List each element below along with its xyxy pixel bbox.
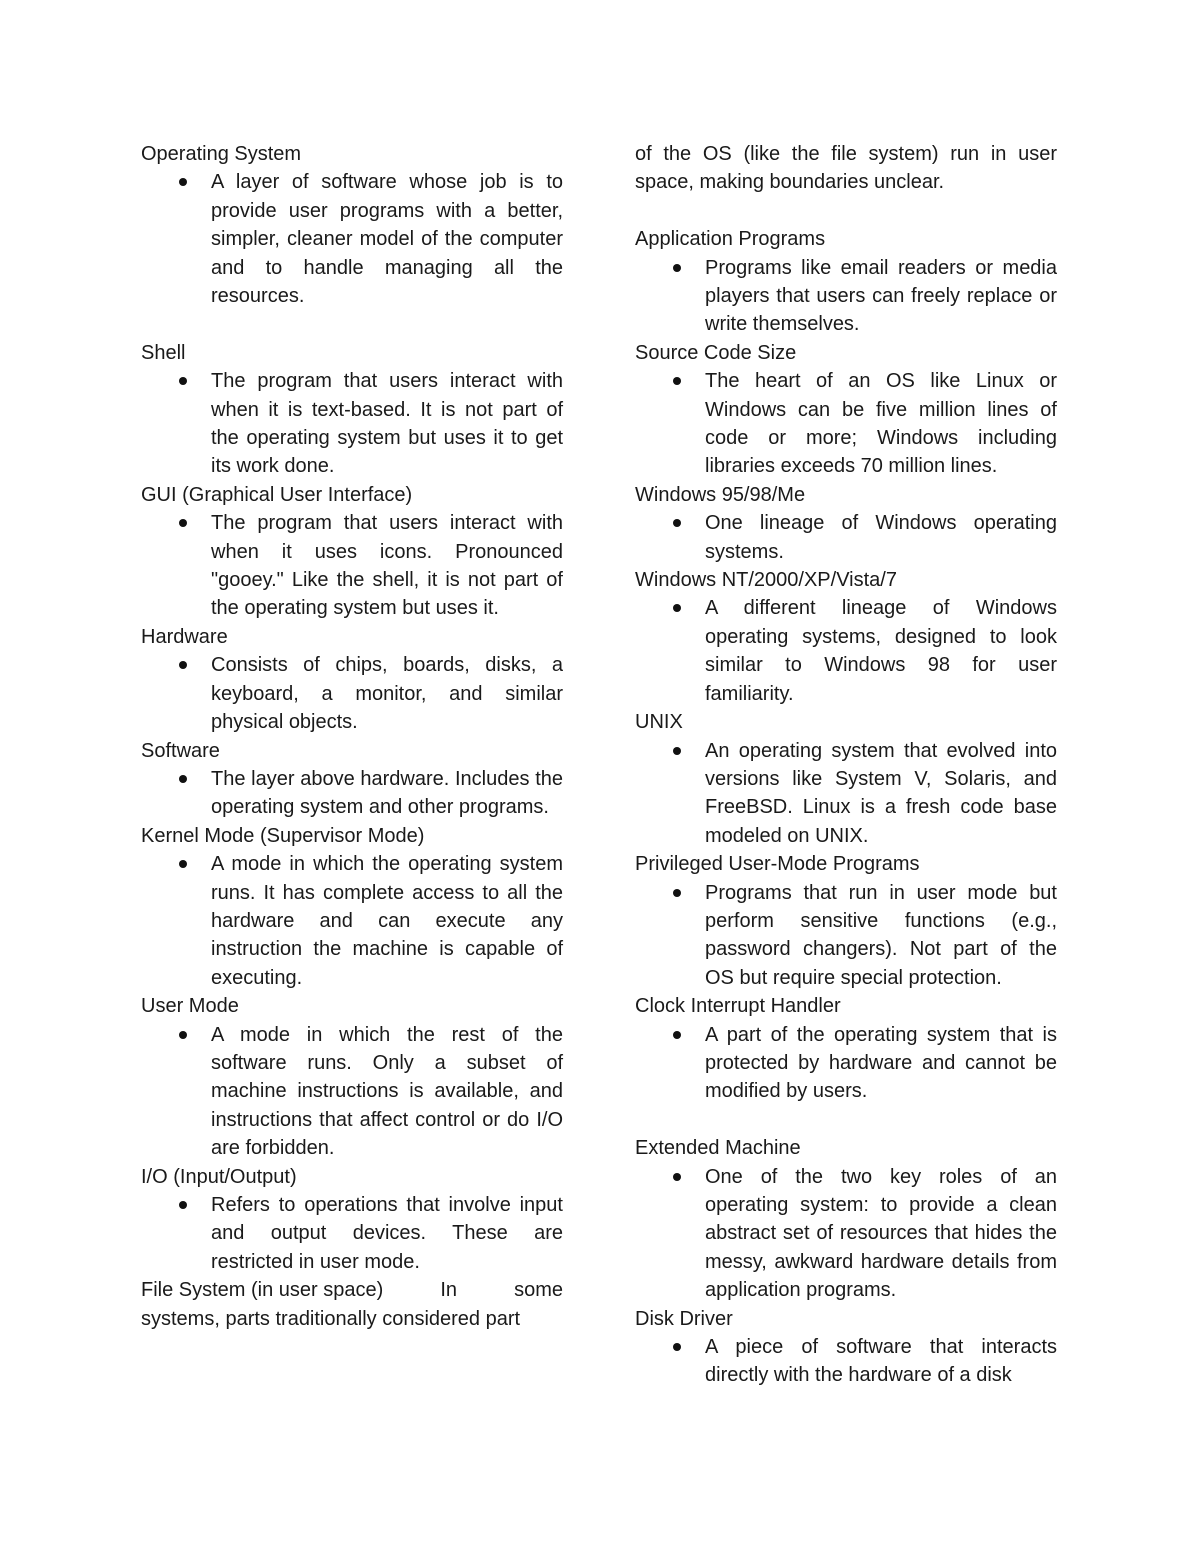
bullet-dot-icon [673,747,681,755]
bullet-dot-icon [673,1173,681,1181]
section-heading-user-mode: User Mode [141,995,239,1018]
bullet-list [141,651,563,736]
bullet-text: One lineage of Windows operating systems. [705,512,1057,563]
bullet-list [141,850,563,992]
section-heading-clock-interrupt: Clock Interrupt Handler [635,995,841,1018]
bullet-dot-icon [179,1031,187,1039]
bullet-list [141,367,563,481]
bullet-dot-icon [673,889,681,897]
bullet-text: One of the two key roles of an operating system: to provide a clean abstract set of resources that hides the messy, awkward hardware details from application programs. [705,1165,1057,1302]
section-heading-file-system: File System (in user space) [141,1279,384,1302]
bullet-text: The layer above hardware. Includes the operating system and other programs. [211,767,563,819]
bullet-text: A layer of software whose job is to provide user programs with a better, simpler, cleaner model of the computer and to handle managing all the resources. [211,171,563,308]
section-heading-operating-system: Operating System [141,143,302,165]
section-heading-privileged-programs: Privileged User-Mode Programs [635,853,920,876]
bullet-text: Refers to operations that involve input and output devices. These are restricted in user mode. [211,1194,563,1273]
bullet-item [635,1021,1057,1106]
file-system-text: systems, parts traditionally considered part [141,1307,521,1330]
section-heading-hardware: Hardware [141,625,228,648]
bullet-text: Programs like email readers or media players that users can freely replace or write themselves. [705,256,1057,336]
bullet-text: The heart of an OS like Linux or Windows can be five million lines of code or more; Windows including libraries exceeds 70 million lines. [705,370,1057,478]
bullet-list [141,765,563,822]
bullet-list [635,254,1057,339]
spacer [635,197,1057,225]
section-heading-gui: GUI (Graphical User Interface) [141,483,413,506]
section-heading-windows-nt: Windows NT/2000/XP/Vista/7 [635,569,897,592]
bullet-item [141,1021,563,1163]
bullet-text: The program that users interact with when it uses icons. Pronounced "gooey." Like the shell, it is not part of the operating system but uses it. [211,512,563,620]
bullet-dot-icon [179,1201,187,1209]
section-heading-extended-machine: Extended Machine [635,1137,801,1160]
bullet-item [141,651,563,736]
bullet-dot-icon [673,1031,681,1039]
bullet-item [141,367,563,481]
section-heading-io: I/O (Input/Output) [141,1165,297,1188]
section-heading-disk-driver: Disk Driver [635,1307,733,1330]
bullet-dot-icon [673,264,681,272]
bullet-text: A mode in which the rest of the software runs. Only a subset of machine instructions is available, and instructions that affect control or do I/O are forbidden. [211,1023,563,1160]
section-heading-source-code-size: Source Code Size [635,341,797,364]
bullet-item [635,254,1057,339]
bullet-item [635,737,1057,851]
left-column [141,140,563,1333]
bullet-text: An operating system that evolved into versions like System V, Solaris, and FreeBSD. Linux is a fresh code base modeled on UNIX. [705,739,1057,847]
bullet-item [635,367,1057,481]
bullet-dot-icon [179,519,187,527]
bullet-item [141,765,563,822]
spacer [635,1106,1057,1134]
section-heading-software: Software [141,739,220,762]
spacer [141,310,563,338]
bullet-item [141,1191,563,1276]
section-heading-unix: UNIX [635,711,683,734]
bullet-list [141,509,563,623]
bullet-dot-icon [673,1343,681,1351]
bullet-dot-icon [673,519,681,527]
section-heading-kernel-mode: Kernel Mode (Supervisor Mode) [141,824,425,847]
file-system-continued-text: of the OS (like the file system) run in user space, making boundaries unclear. [635,143,1057,194]
bullet-dot-icon [673,377,681,385]
bullet-item [635,509,1057,566]
bullet-text: A different lineage of Windows operating systems, designed to look similar to Windows 98 for user familiarity. [705,597,1057,705]
bullet-item [635,1333,1057,1390]
bullet-item [141,850,563,992]
section-heading-windows-95: Windows 95/98/Me [635,483,806,506]
bullet-list [635,1333,1057,1390]
section-heading-application-programs: Application Programs [635,228,826,251]
bullet-text: Consists of chips, boards, disks, a keyboard, a monitor, and similar physical objects. [211,654,563,734]
bullet-list [635,879,1057,993]
bullet-dot-icon [179,661,187,669]
bullet-text: The program that users interact with when it is text-based. It is not part of the operating system but uses it to get its work done. [211,370,563,478]
bullet-list [141,1191,563,1276]
bullet-dot-icon [179,377,187,385]
bullet-item [141,168,563,310]
bullet-list [635,737,1057,851]
bullet-text: A part of the operating system that is protected by hardware and cannot be modified by users. [705,1023,1057,1103]
bullet-list [141,168,563,310]
bullet-item [635,879,1057,993]
bullet-dot-icon [179,178,187,186]
bullet-text: A piece of software that interacts directly with the hardware of a disk [705,1336,1057,1387]
right-column [635,140,1057,1390]
bullet-list [141,1021,563,1163]
bullet-dot-icon [179,775,187,783]
bullet-list [635,509,1057,566]
bullet-dot-icon [179,860,187,868]
file-system-lead-word-2: some [514,1279,563,1302]
file-system-lead-word: In [440,1279,458,1302]
bullet-dot-icon [673,604,681,612]
bullet-text: A mode in which the operating system runs. It has complete access to all the hardware and can execute any instruction the machine is capable of executing. [211,853,563,989]
file-system-first-line [141,1276,563,1304]
bullet-text: Programs that run in user mode but perform sensitive functions (e.g., password changers). Not part of the OS but require special protection. [705,881,1057,989]
bullet-list [635,1021,1057,1106]
bullet-list [635,1163,1057,1305]
bullet-list [635,367,1057,481]
bullet-item [141,509,563,623]
bullet-item [635,594,1057,708]
bullet-list [635,594,1057,708]
section-heading-shell: Shell [141,341,186,364]
bullet-item [635,1163,1057,1305]
